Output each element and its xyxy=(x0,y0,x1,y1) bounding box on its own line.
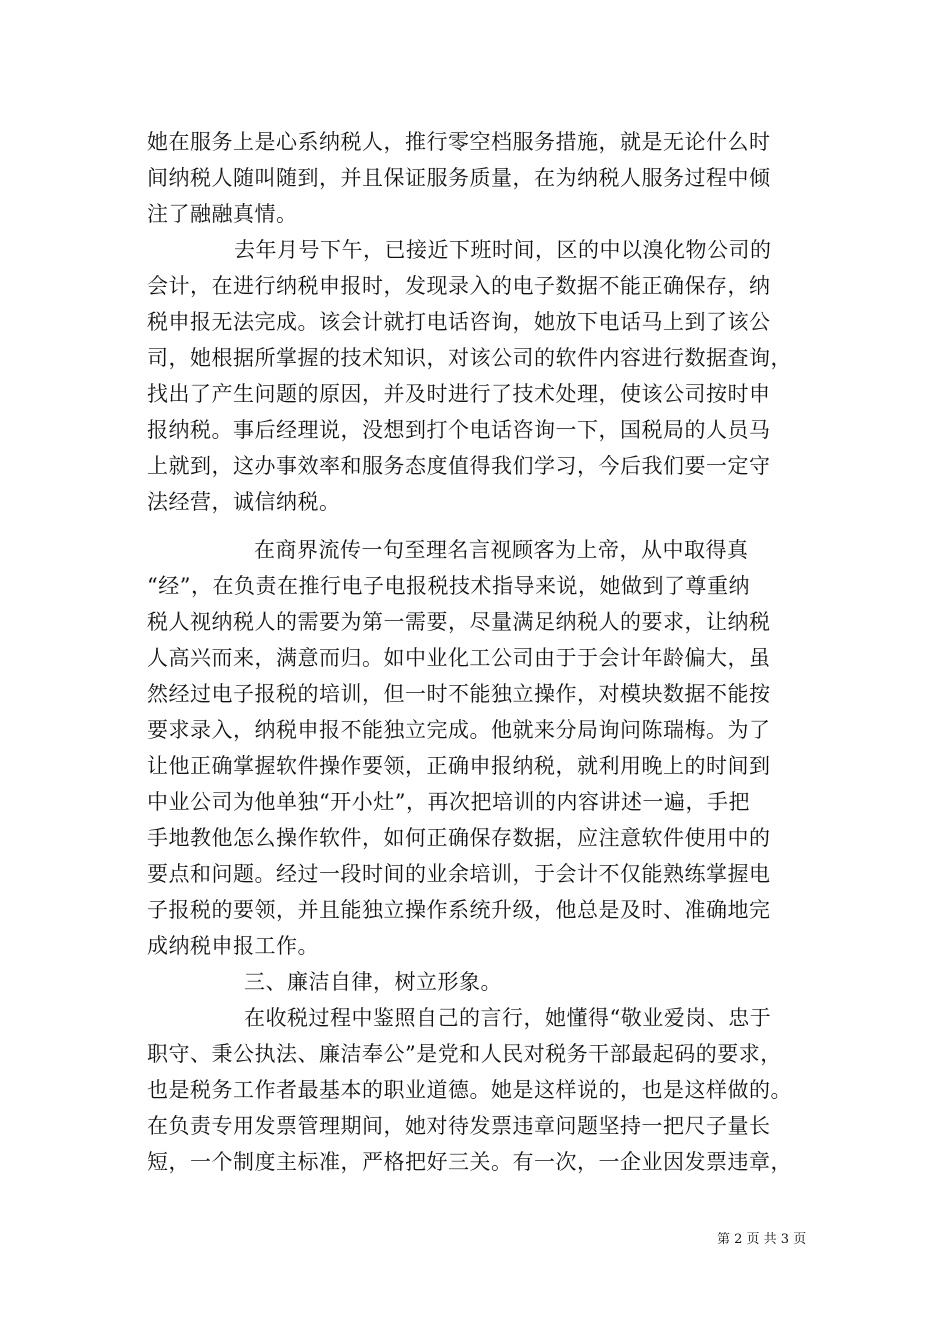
text-line: 税申报无法完成。该会计就打电话咨询，她放下电话马上到了该公 xyxy=(147,310,771,334)
text-line: 法经营，诚信纳税。 xyxy=(147,490,341,514)
text-line: 间纳税人随叫随到，并且保证服务质量，在为纳税人服务过程中倾 xyxy=(147,166,771,190)
text-line: 成纳税申报工作。 xyxy=(147,934,319,958)
text-line: 税人视纳税人的需要为第一需要，尽量满足纳税人的要求，让纳税 xyxy=(147,610,771,634)
text-line: 在商界流传一句至理名言视顾客为上帝，从中取得真 xyxy=(254,538,749,562)
text-line: 在收税过程中鉴照自己的言行，她懂得“敬业爱岗、忠于 xyxy=(244,1006,772,1030)
text-line: 手地教他怎么操作软件，如何正确保存数据，应注意软件使用中的 xyxy=(147,826,771,850)
text-line: 职守、秉公执法、廉洁奉公”是党和人民对税务干部最起码的要求， xyxy=(147,1042,782,1066)
text-line: 司，她根据所掌握的技术知识，对该公司的软件内容进行数据查询， xyxy=(147,346,792,370)
text-line: 会计，在进行纳税申报时，发现录入的电子数据不能正确保存，纳 xyxy=(147,274,771,298)
text-line: 要求录入，纳税申报不能独立完成。他就来分局询问陈瑞梅。为了 xyxy=(147,718,771,742)
page-number: 第 2 页 共 3 页 xyxy=(717,1232,807,1247)
text-line: “经”，在负责在推行电子电报税技术指导来说，她做到了尊重纳 xyxy=(147,574,750,598)
text-line: 人高兴而来，满意而归。如中业化工公司由于于会计年龄偏大，虽 xyxy=(147,646,771,670)
text-line: 她在服务上是心系纳税人，推行零空档服务措施，就是无论什么时 xyxy=(147,130,771,154)
text-line: 报纳税。事后经理说，没想到打个电话咨询一下，国税局的人员马 xyxy=(147,418,771,442)
text-line: 要点和问题。经过一段时间的业余培训，于会计不仅能熟练掌握电 xyxy=(147,862,771,886)
section-heading: 三、廉洁自律，树立形象。 xyxy=(244,970,502,994)
text-line: 在负责专用发票管理期间，她对待发票违章问题坚持一把尺子量长 xyxy=(147,1114,771,1138)
text-line: 让他正确掌握软件操作要领，正确申报纳税，就利用晚上的时间到 xyxy=(147,754,771,778)
text-line: 去年月号下午，已接近下班时间，区的中以溴化物公司的 xyxy=(234,238,772,262)
text-line: 然经过电子报税的培训，但一时不能独立操作，对模块数据不能按 xyxy=(147,682,771,706)
text-line: 子报税的要领，并且能独立操作系统升级，他总是及时、准确地完 xyxy=(147,898,771,922)
text-line: 中业公司为他单独“开小灶”，再次把培训的内容讲述一遍，手把 xyxy=(147,790,750,814)
text-line: 短，一个制度主标准，严格把好三关。有一次，一企业因发票违章， xyxy=(147,1150,792,1174)
text-line: 找出了产生问题的原因，并及时进行了技术处理，使该公司按时申 xyxy=(147,382,771,406)
text-line: 注了融融真情。 xyxy=(147,202,298,226)
text-line: 上就到，这办事效率和服务态度值得我们学习，今后我们要一定守 xyxy=(147,454,771,478)
text-line: 也是税务工作者最基本的职业道德。她是这样说的，也是这样做的。 xyxy=(147,1078,792,1102)
